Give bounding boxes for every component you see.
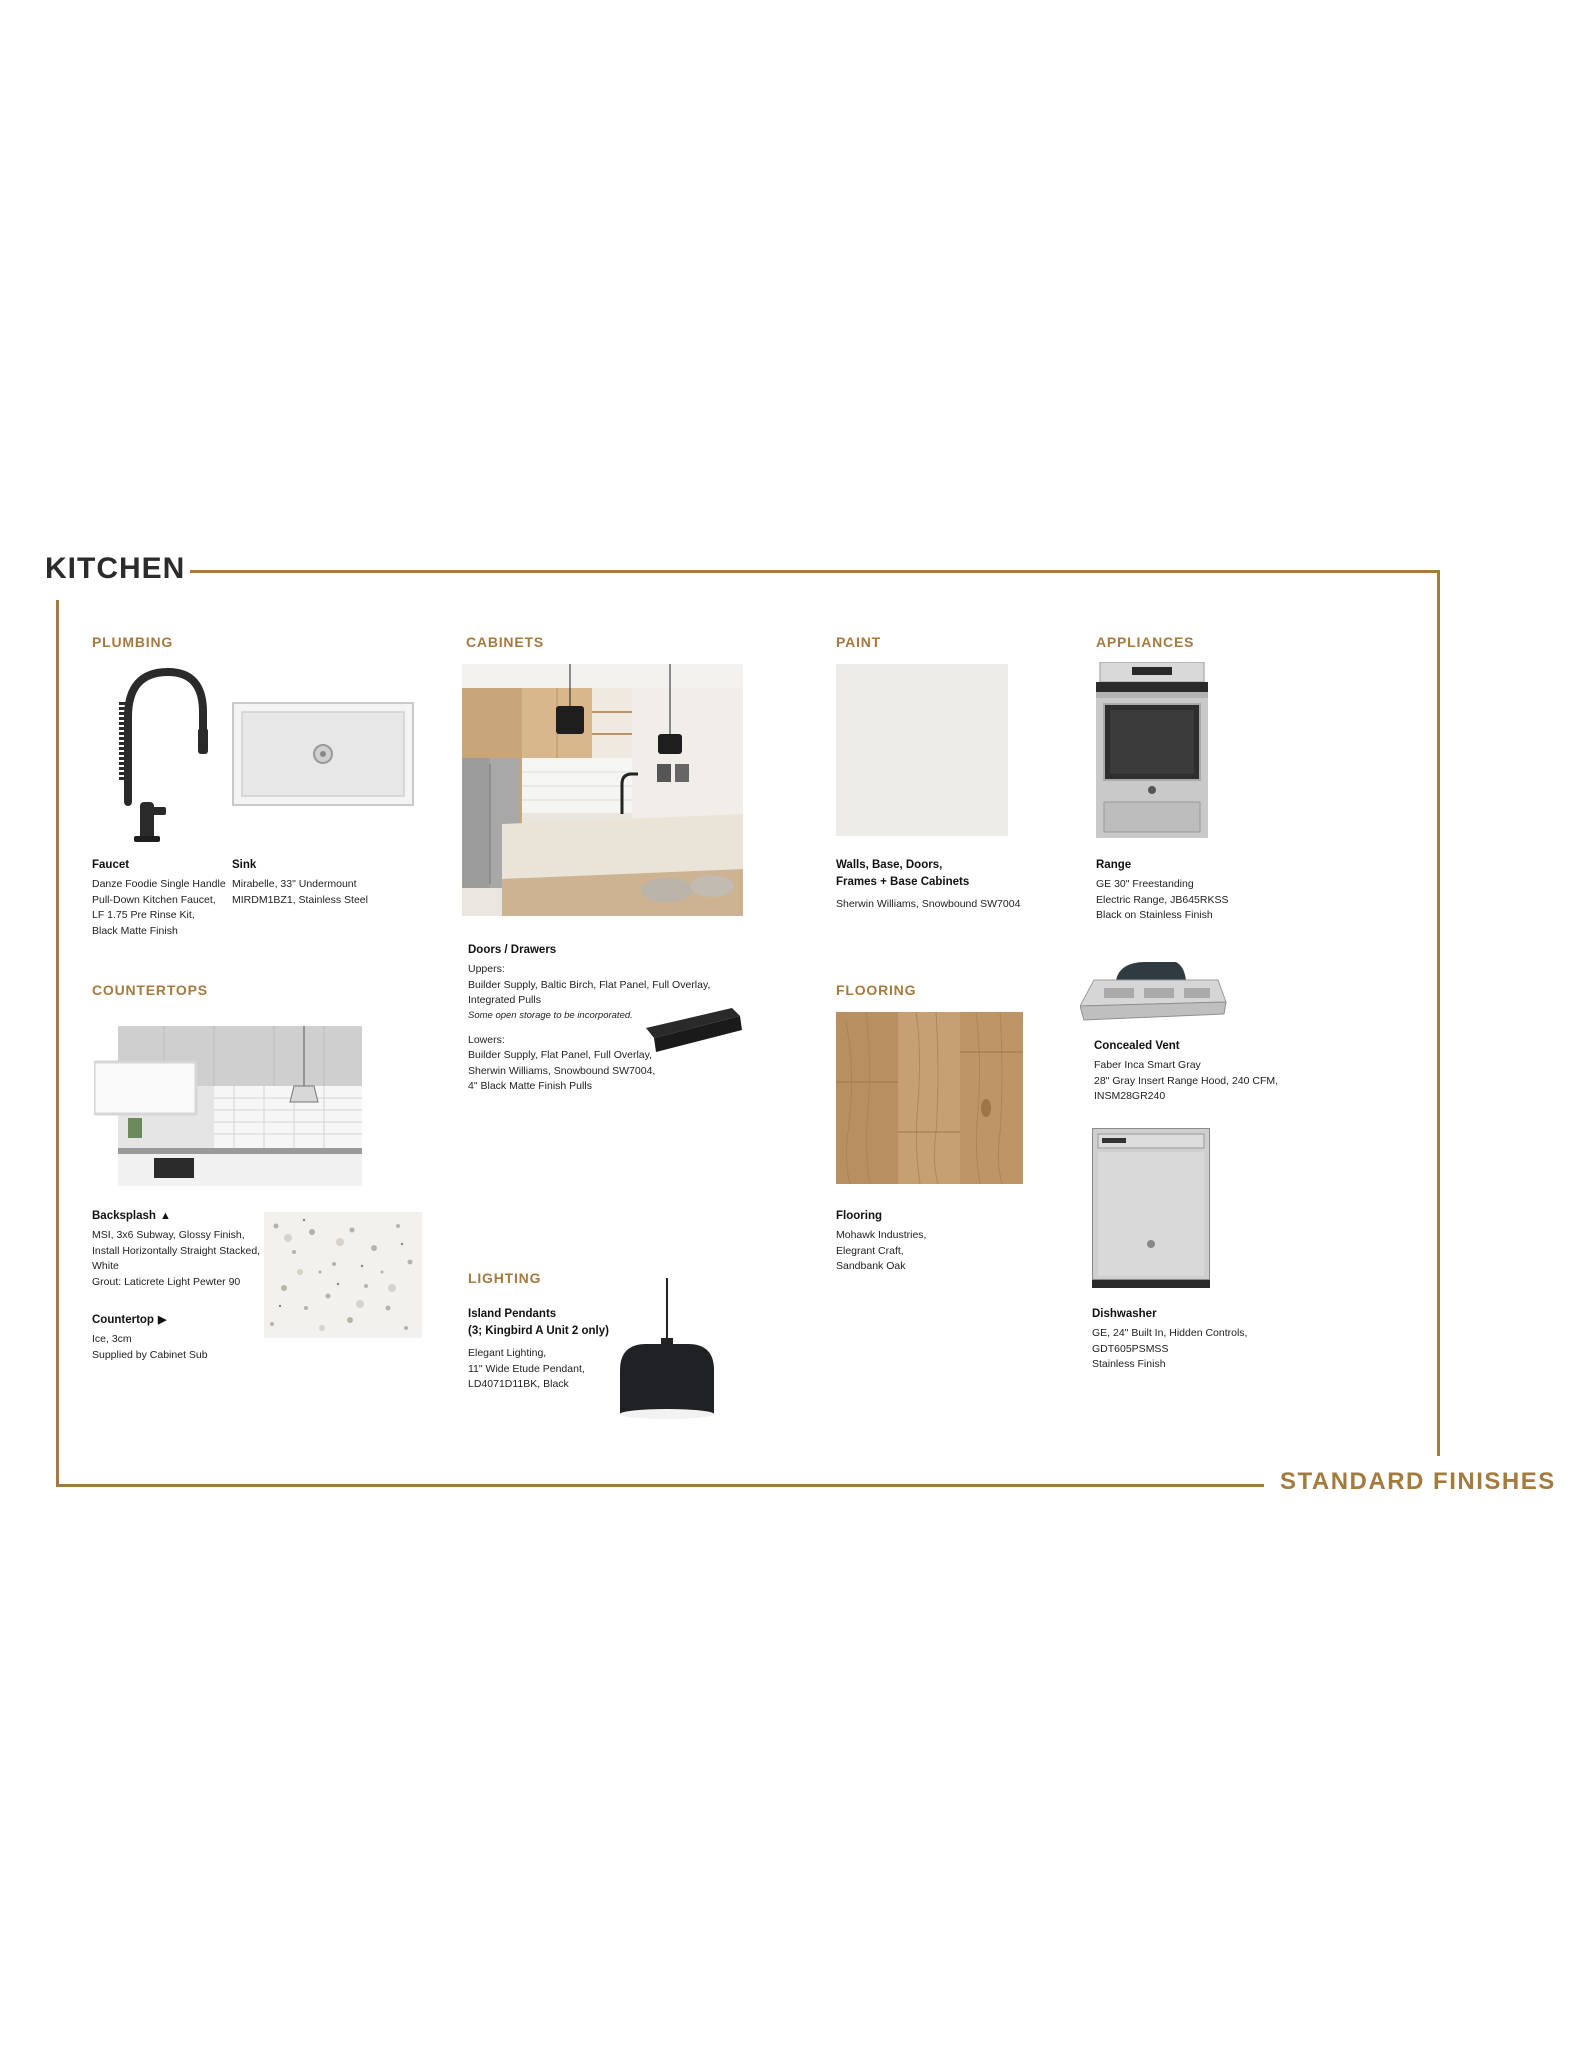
backsplash-image <box>94 1026 362 1186</box>
vent-description <box>1094 1058 1278 1105</box>
frame-right-rule <box>1437 570 1440 1456</box>
countertop-label: Countertop <box>92 1314 154 1326</box>
pendants-line: LD4071D11BK, Black <box>468 1378 569 1390</box>
countertop-description <box>92 1332 208 1363</box>
range-label: Range <box>1096 859 1132 871</box>
uppers-label: Uppers: <box>468 963 505 975</box>
countertops-title: COUNTERTOPS <box>92 982 208 998</box>
sink-label: Sink <box>232 859 257 871</box>
faucet-image <box>88 662 218 844</box>
range-line: GE 30" Freestanding <box>1096 878 1194 890</box>
frame-bottom-rule <box>56 1484 1264 1487</box>
paint-label-line: Frames + Base Cabinets <box>836 876 970 888</box>
vent-hood-image <box>1080 962 1228 1036</box>
paint-description <box>836 897 1020 913</box>
range-image <box>1096 662 1208 838</box>
pendants-label-line: Island Pendants <box>468 1308 557 1320</box>
dishwasher-label: Dishwasher <box>1092 1308 1157 1320</box>
range-line: Electric Range, JB645RKSS <box>1096 893 1229 906</box>
backsplash-line: Install Horizontally Straight Stacked, <box>92 1244 261 1257</box>
triangle-right-icon: ▶ <box>157 1314 167 1326</box>
cabinet-pull-image <box>644 1004 744 1058</box>
flooring-description <box>836 1228 926 1275</box>
sink-image <box>232 702 414 806</box>
frame-top-rule <box>190 570 1440 573</box>
backsplash-label-row <box>92 1208 171 1225</box>
backsplash-label: Backsplash <box>92 1210 156 1222</box>
flooring-line: Mohawk Industries, <box>836 1229 927 1241</box>
sink-line: MIRDM1BZ1, Stainless Steel <box>232 893 368 906</box>
dishwasher-description <box>1092 1326 1247 1373</box>
paint-line: Sherwin Williams, Snowbound SW7004 <box>836 898 1021 910</box>
pendant-light-image <box>612 1278 722 1426</box>
paint-label <box>836 857 969 891</box>
vent-line: INSM28GR240 <box>1094 1090 1166 1102</box>
vent-line: 28" Gray Insert Range Hood, 240 CFM, <box>1094 1074 1279 1087</box>
flooring-line: Elegrant Craft, <box>836 1244 904 1257</box>
faucet-line: Danze Foodie Single Handle <box>92 878 226 890</box>
faucet-label: Faucet <box>92 859 130 871</box>
lowers-line: Sherwin Williams, Snowbound SW7004, <box>468 1064 656 1077</box>
flooring-title: FLOORING <box>836 982 917 998</box>
pendants-label-line: (3; Kingbird A Unit 2 only) <box>468 1325 609 1337</box>
flooring-line: Sandbank Oak <box>836 1260 906 1272</box>
frame-left-rule <box>56 600 59 1487</box>
faucet-line: LF 1.75 Pre Rinse Kit, <box>92 909 195 921</box>
pendants-description <box>468 1346 585 1393</box>
backsplash-description <box>92 1228 260 1290</box>
pendants-line: 11" Wide Etude Pendant, <box>468 1362 585 1375</box>
sink-description <box>232 877 368 908</box>
flooring-sample-image <box>836 1012 1023 1184</box>
paint-label-line: Walls, Base, Doors, <box>836 859 943 871</box>
paint-title: PAINT <box>836 634 881 650</box>
backsplash-line: White <box>92 1260 119 1272</box>
backsplash-line: Grout: Laticrete Light Pewter 90 <box>92 1275 241 1288</box>
lowers-line: 4" Black Matte Finish Pulls <box>468 1080 592 1092</box>
range-line: Black on Stainless Finish <box>1096 909 1213 921</box>
lighting-title: LIGHTING <box>468 1270 542 1286</box>
doors-drawers-label: Doors / Drawers <box>468 944 557 956</box>
faucet-description <box>92 877 226 939</box>
flooring-label: Flooring <box>836 1210 882 1222</box>
lowers-line: Builder Supply, Flat Panel, Full Overlay, <box>468 1049 653 1061</box>
uppers-line: Builder Supply, Baltic Birch, Flat Panel, Full Overlay, <box>468 978 711 991</box>
countertop-line: Ice, 3cm <box>92 1333 132 1345</box>
uppers-line: Integrated Pulls <box>468 994 541 1006</box>
dishwasher-line: GDT605PSMSS <box>1092 1342 1169 1355</box>
pendants-label <box>468 1306 609 1340</box>
dishwasher-line: Stainless Finish <box>1092 1358 1166 1370</box>
cabinets-title: CABINETS <box>466 634 544 650</box>
page-title: KITCHEN <box>45 552 186 585</box>
lowers-label: Lowers: <box>468 1033 505 1046</box>
dishwasher-line: GE, 24" Built In, Hidden Controls, <box>1092 1327 1248 1339</box>
plumbing-title: PLUMBING <box>92 634 174 650</box>
uppers-note: Some open storage to be incorporated. <box>468 1009 633 1021</box>
range-description <box>1096 877 1228 924</box>
appliances-title: APPLIANCES <box>1096 634 1195 650</box>
triangle-up-icon: ▲ <box>159 1210 171 1222</box>
backsplash-line: MSI, 3x6 Subway, Glossy Finish, <box>92 1229 245 1241</box>
footer-label: STANDARD FINISHES <box>1280 1468 1556 1495</box>
vent-line: Faber Inca Smart Gray <box>1094 1059 1201 1071</box>
countertop-sample-image <box>264 1212 422 1338</box>
vent-label: Concealed Vent <box>1094 1040 1180 1052</box>
sink-line: Mirabelle, 33" Undermount <box>232 878 357 890</box>
faucet-line: Black Matte Finish <box>92 924 178 937</box>
faucet-line: Pull-Down Kitchen Faucet, <box>92 893 216 906</box>
countertop-line: Supplied by Cabinet Sub <box>92 1348 208 1361</box>
dishwasher-image <box>1092 1128 1210 1288</box>
kitchen-render-image <box>462 664 743 916</box>
countertop-label-row <box>92 1312 166 1329</box>
pendants-line: Elegant Lighting, <box>468 1347 547 1359</box>
paint-swatch <box>836 664 1008 836</box>
